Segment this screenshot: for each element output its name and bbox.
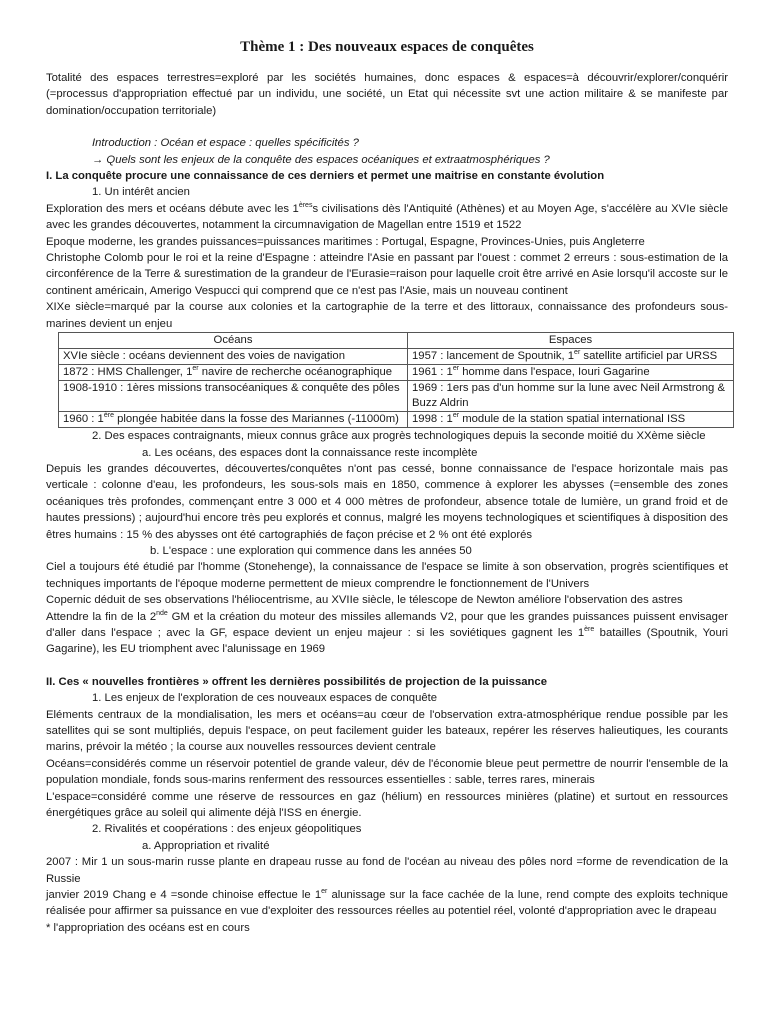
table-row (59, 365, 734, 381)
part1-subheading-2b: b. L'espace : une exploration qui commence dans les années 50 (150, 544, 472, 557)
table-cell: 1908-1910 : 1ères missions transocéaniques & conquête des pôles (59, 381, 408, 412)
table-header-oceans: Océans (59, 333, 408, 349)
table-header-espaces: Espaces (408, 333, 734, 349)
table-cell: 1872 : HMS Challenger, 1er navire de recherche océanographique (59, 365, 408, 381)
part2-paragraph-1: Eléments centraux de la mondialisation, les mers et océans=au cœur de l'observation extra-atmosphérique rendue possible par les satellites qui se sont multipliés, depuis l'espace, on peut facilement guider les bateaux, repérer les réserves halieutiques, les courants marins, prévoir la météo ; la course aux nouvelles ressources devient centrale (46, 708, 728, 754)
table-header-row (59, 333, 734, 349)
part1-paragraph-2: Epoque moderne, les grandes puissances=puissances maritimes : Portugal, Espagne, Provinces-Unies, puis Angleterre (46, 235, 645, 248)
part2-paragraph-2: Océans=considérés comme un réservoir potentiel de grande valeur, dév de l'économie bleue peut permettre de nourrir l'ensemble de la population mondiale, fonds sous-marins renferment des ressources essentielles : sable, terres rares, minerais (46, 757, 728, 787)
table-row (59, 412, 734, 428)
part1-paragraph-6: Ciel a toujours été étudié par l'homme (Stonehenge), la connaissance de l'espace se limite à son observation, progrès scientifiques et techniques importants de l'époque moderne permettent de mieux comprendre le fonctionnement de l'Univers (46, 561, 728, 590)
table-cell: 1960 : 1ère plongée habitée dans la fosse des Mariannes (-11000m) (59, 412, 408, 428)
part1-paragraph-8: Attendre la fin de la 2nde GM et la création du moteur des missiles allemands V2, pour que les grandes puissances puissent envisager d'aller dans l'espace ; avec la GF, espace devient un enjeu majeur : si les soviétiques gagnent les 1ère batailles (Spoutnik, Youri Gagarine), les EU triomphent avec l'alunissage en 1969 (46, 609, 729, 656)
table-row (59, 349, 734, 365)
intro-question: Introduction : Océan et espace : quelles spécificités ? (92, 137, 359, 150)
part1-paragraph-4: XIXe siècle=marqué par la course aux colonies et la cartographie de la terre et des littoraux, connaissance des profondeurs sous-marines devient un enjeu (46, 301, 728, 330)
table-cell: 1961 : 1er homme dans l'espace, Iouri Gagarine (408, 365, 734, 381)
part1-subheading-1: 1. Un intérêt ancien (92, 186, 190, 199)
part1-paragraph-3: Christophe Colomb pour le roi et la reine d'Espagne : atteindre l'Asie en passant par l'ouest : commet 2 erreurs : sous-estimation de la circonférence de la Terre & surestimation de la grandeur de l'Eurasie=raison pour laquelle croit être arrivé en Asie lorsqu'il accoste sur le continent américain, Amerigo Vespucci qui comprend que ce n'est pas l'Asie, mais un nouveau continent (46, 252, 728, 297)
part1-paragraph-7: Copernic déduit de ses observations l'héliocentrisme, au XVIIe siècle, le télescope de Newton améliore l'observation des astres (46, 594, 683, 607)
table-cell: 1998 : 1er module de la station spatial international ISS (408, 412, 734, 428)
part2-paragraph-5: janvier 2019 Chang e 4 =sonde chinoise effectue le 1er alunissage sur la face cachée de la lune, rend compte des exploits technique réalisée pour affirmer sa puissance en vue d'exploiter des ressources réelles au potentiel réel, volonté d'appropriation avec le drapeau (46, 888, 729, 918)
intro-paragraph: Totalité des espaces terrestres=exploré par les sociétés humaines, donc espaces & espaces=à découvrir/explorer/conquérir (=processus d'appropriation effectué par un individu, une société, un Etat qui nécessite svt une action militaire & se manifeste par domination/occupation territoriale) (46, 72, 728, 117)
part2-paragraph-3: L'espace=considéré comme une réserve de ressources en gaz (hélium) en ressources minières (platine) et surtout en ressources énergétiques grâce au soleil qui alimente déjà l'ISS en énergie. (46, 790, 728, 820)
part2-paragraph-4: 2007 : Mir 1 un sous-marin russe plante en drapeau russe au fond de l'océan au niveau des pôles nord =forme de revendication de la Russie (46, 856, 728, 885)
timeline-table (58, 332, 734, 428)
part2-paragraph-6: * l'appropriation des océans est en cours (46, 921, 250, 934)
table-row (59, 381, 734, 412)
table-cell: 1957 : lancement de Spoutnik, 1er satellite artificiel par URSS (408, 349, 734, 365)
page-title: Thème 1 : Des nouveaux espaces de conquêtes (240, 39, 534, 55)
part1-paragraph-1: Exploration des mers et océans débute avec les 1èress civilisations dès l'Antiquité (Athènes) et au Moyen Age, s'accélère au XVIe siècle avec les grandes découvertes, notamment la circumnavigation de Magellan entre 1519 et 1522 (46, 202, 729, 232)
part2-heading: II. Ces « nouvelles frontières » offrent les dernières possibilités de projection de la puissance (46, 675, 547, 688)
part2-subheading-2a: a. Appropriation et rivalité (142, 839, 270, 852)
part1-heading: I. La conquête procure une connaissance de ces derniers et permet une maitrise en constante évolution (46, 170, 605, 183)
part1-subheading-2a: a. Les océans, des espaces dont la connaissance reste incomplète (142, 446, 478, 459)
table-cell: XVIe siècle : océans deviennent des voies de navigation (59, 349, 408, 365)
part1-subheading-2: 2. Des espaces contraignants, mieux connus grâce aux progrès technologiques depuis la seconde moitié du XXème siècle (92, 430, 706, 443)
part1-paragraph-5: Depuis les grandes découvertes, découvertes/conquêtes n'ont pas cessé, bonne connaissance de l'espace horizontale mais pas verticale : colonne d'eau, les profondeurs, les sous-sols mais en 1850, commence à explorer les abysses (=ensemble des zones océaniques très profondes, commençant entre 3 000 et 4 000 mètres de profondeur, absence totale de lumière, un grand froid et de hautes pressions) ; aujourd'hui encore très peu explorés et connus, malgré les moyens technologiques et scientifiques à disposition des êtres humains : 15 % des abysses ont été cartographiés de façon précise et 2 % ont été explorés (46, 462, 728, 541)
part2-subheading-2: 2. Rivalités et coopérations : des enjeux géopolitiques (92, 823, 362, 836)
table-cell: 1969 : 1ers pas d'un homme sur la lune avec Neil Armstrong & Buzz Aldrin (408, 381, 734, 412)
part2-subheading-1: 1. Les enjeux de l'exploration de ces nouveaux espaces de conquête (92, 692, 438, 705)
intro-problem: → Quels sont les enjeux de la conquête des espaces océaniques et extraatmosphériques ? (92, 153, 550, 166)
